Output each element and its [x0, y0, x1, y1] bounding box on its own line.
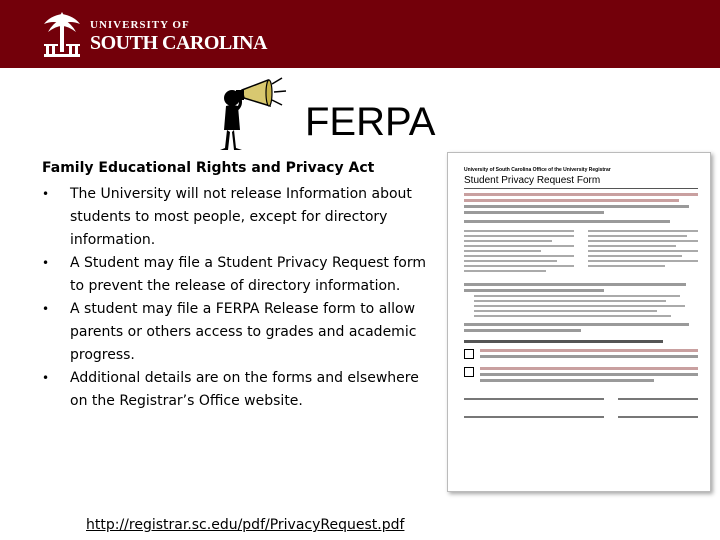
university-logo: [40, 10, 267, 58]
megaphone-person-icon: [212, 74, 288, 154]
palmetto-tree-icon: [40, 10, 84, 58]
bullet-text: The University will not release Information about students to most people, except for directory information.: [70, 186, 412, 248]
privacy-request-form-image: [447, 152, 711, 492]
bullet-item: [42, 183, 434, 252]
slide-heading: Family Educational Rights and Privacy Act: [42, 160, 375, 176]
header-banner: [0, 0, 720, 68]
bullet-glyph: •: [42, 256, 50, 270]
bullet-glyph: •: [42, 302, 50, 316]
bullet-text: A student may file a FERPA Release form to allow parents or others access to grades and academic progress.: [70, 301, 417, 363]
bullet-item: [42, 252, 434, 298]
form-checkbox: [464, 367, 474, 377]
bullet-text: Additional details are on the forms and elsewhere on the Registrar’s Office website.: [70, 370, 419, 409]
privacy-request-link[interactable]: http://registrar.sc.edu/pdf/PrivacyRequest.pdf: [86, 517, 405, 533]
bullet-item: [42, 298, 434, 367]
bullet-glyph: •: [42, 371, 50, 385]
slide-title: FERPA: [305, 100, 436, 144]
form-office-line: University of South Carolina Office of the University Registrar: [464, 167, 611, 173]
form-checkbox: [464, 349, 474, 359]
bullet-text: A Student may file a Student Privacy Request form to prevent the release of directory information.: [70, 255, 427, 294]
form-title: Student Privacy Request Form: [464, 175, 698, 189]
bullet-glyph: •: [42, 187, 50, 201]
logo-text-top: UNIVERSITY OF: [90, 19, 190, 31]
bullet-list: [42, 183, 434, 413]
logo-text-main: SOUTH CAROLINA: [90, 32, 267, 54]
bullet-item: [42, 367, 434, 413]
